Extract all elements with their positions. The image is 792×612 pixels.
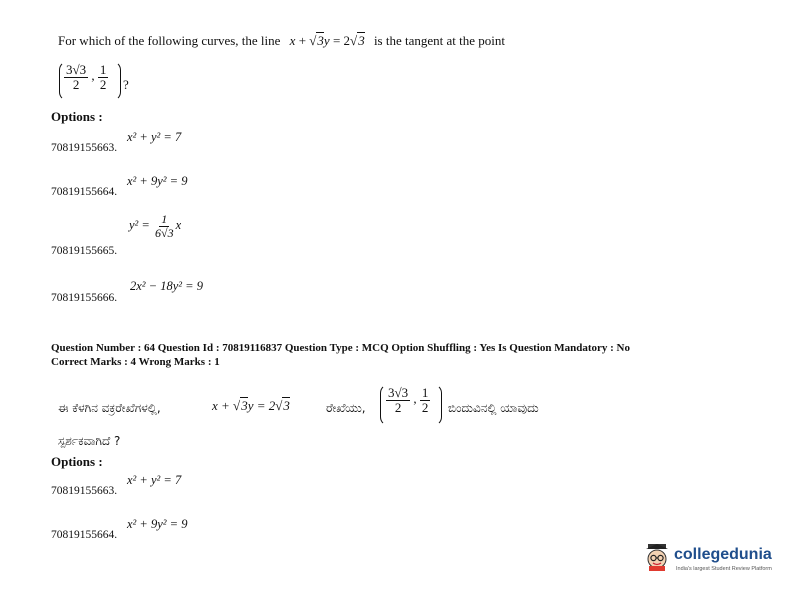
question-meta-line-2: Correct Marks : 4 Wrong Marks : 1 xyxy=(51,356,220,368)
question-meta-line-1: Question Number : 64 Question Id : 70819116837 Question Type : MCQ Option Shuffling : Yes Is Question Mandatory : No xyxy=(51,342,630,354)
options-label: Options : xyxy=(51,109,103,124)
option-4-id[interactable]: 70819155666. xyxy=(51,292,118,304)
collegedunia-brand[interactable]: collegedunia xyxy=(674,546,772,563)
question-1-mark: ? xyxy=(123,77,129,92)
q2-option-1-formula: x² + y² = 7 xyxy=(127,473,182,487)
point-1: $\frac{3√3}{2}$ , $\frac{1}{2}$ xyxy=(66,62,107,92)
rhs-coef: 2 xyxy=(343,33,351,48)
point-2: $\frac{3√3}{2}$ , $\frac{1}{2}$ xyxy=(388,385,429,415)
option-2-formula: x² + 9y² = 9 xyxy=(127,174,188,188)
collegedunia-logo-icon xyxy=(642,542,672,572)
question-2-line-2: ಸ್ಪರ್ಶಕವಾಗಿದೆ ? xyxy=(58,434,121,448)
point-2-x-fraction: $\frac{3√3}{2}$ xyxy=(388,385,409,415)
line-eq-x: x xyxy=(289,33,296,48)
option-2-id[interactable]: 70819155664. xyxy=(51,186,118,198)
collegedunia-tagline: India's largest Student Review Platform xyxy=(676,566,772,572)
q2-option-2-id[interactable]: 70819155664. xyxy=(51,529,118,541)
options-label-2: Options : xyxy=(51,454,103,469)
question-1-tail: is the tangent at the point xyxy=(373,33,505,48)
line-eq-plus: + xyxy=(298,33,307,48)
q2-option-1-id[interactable]: 70819155663. xyxy=(51,485,118,497)
line-eq-y: y xyxy=(323,33,330,48)
point-2-y-fraction: $\frac{1}{2}$ xyxy=(421,385,429,415)
point-x-fraction: $\frac{3√3}{2}$ xyxy=(66,62,87,92)
q2-option-2-formula: x² + 9y² = 9 xyxy=(127,517,188,531)
option-1-id[interactable]: 70819155663. xyxy=(51,142,118,154)
option-3-id[interactable]: 70819155665. xyxy=(51,245,118,257)
option-4-formula: 2x² − 18y² = 9 xyxy=(130,279,203,293)
question-2-equation: x + √3y = 2√3 xyxy=(212,398,290,413)
sqrt-term: √3 xyxy=(309,33,324,48)
question-2-mid: ರೇಖೆಯು, xyxy=(326,401,366,415)
question-2-tail: ಬಿಂದುವಿನಲ್ಲಿ ಯಾವುದು xyxy=(448,401,539,415)
question-1-text xyxy=(58,33,505,49)
question-1-lead: For which of the following curves, the line xyxy=(58,33,281,48)
point-y-fraction: $\frac{1}{2}$ xyxy=(99,62,107,92)
line-eq-equals: = xyxy=(332,33,341,48)
option-3-formula: y² = $\frac{1}{6√3}$ x xyxy=(129,212,182,240)
question-2-lead: ಈ ಕೆಳಗಿನ ವಕ್ರರೇಖೆಗಳಲ್ಲಿ, xyxy=(58,401,161,415)
rhs-sqrt: √3 xyxy=(350,33,365,48)
option-1-formula: x² + y² = 7 xyxy=(127,130,182,144)
